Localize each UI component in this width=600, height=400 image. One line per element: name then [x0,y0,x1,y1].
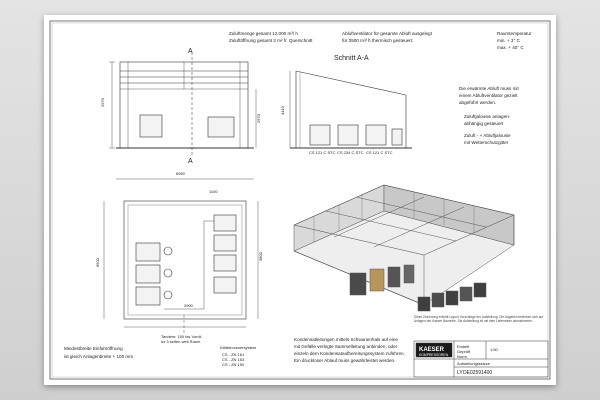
room-temp-min: min. + 3° C [497,38,520,43]
right-note-4: Zuluftjalousie anlagen- [464,114,511,119]
legend-item-3: CS - ZN 150 [222,362,245,367]
section-label-1: CS 121 C STC [309,150,336,155]
section-height-dim: 4410 [280,106,285,115]
tb-drawing-no: LYOE02591400 [457,370,493,376]
exhaust-note-2: für 3500 m³/ h thermisch gesteuert. [342,38,414,43]
drain-note-4: Ein druckloser Ablauf muss gewährleistet werden. [294,358,396,363]
right-note-6: Zuluft - + Abluftjalousie [464,133,511,138]
dim-1100: 1100 [209,189,218,194]
legend-item-1: CS - ZN 161 [222,352,245,357]
drain-note-3: einzeln dem Kondensataufbereitungssystem zuführen. [294,351,405,356]
tb-scale: 1:50 [490,347,498,352]
right-note-7: mit Wetterschutzgitter [464,140,509,145]
plan-height-dim: 6500 [95,258,100,267]
air-volume-note: Zuluftmenge gesamt 12.000 m³/ h [229,31,298,36]
room-temp-max: max. + 40° C [497,45,524,50]
section-marker-top: A [188,48,193,55]
section-title: Schnitt A-A [334,55,369,62]
elev-height-dim-right: 2970 [256,114,261,123]
dim-2900: 2900 [184,303,193,308]
right-note-5: abhängig gesteuert [464,121,504,126]
tb-row-1: Erstellt [457,344,470,349]
brand-name: KAESER [419,347,445,353]
lift-note-1: Tandem: 150 bis Vordt. [161,334,202,339]
exhaust-note-1: Abluftventilator für gesamte Abluft ausgelegt [342,31,432,36]
fine-print: Diese Zeichnung enthält Layout Vorschläge der Aufstellung. Die Angaben beziehen sich auf Anlagen der Kaeser Baureihe. Die Aufstellung ist mit dem Lieferanten abzustimmen. [414,315,544,323]
technical-drawing [44,15,556,385]
brand-sub: KOMPRESSOREN [419,353,449,357]
section-aa [290,71,412,148]
right-note-2: einem Abluftventilator gezielt [459,93,518,98]
plan-width-dim: 6950 [176,171,185,176]
tb-row-2: Geprüft [457,349,471,354]
drain-note-2: mit Gefälle verlegte Sammelleitung anbinden, oder [294,344,398,349]
room-temp-title: Raumtemperatur [497,31,532,36]
floor-plan [104,179,258,333]
dim-3800: 3800 [258,252,263,261]
tb-project: Aufstellungsskizze [457,361,490,366]
isometric-view [294,185,514,311]
section-label-2: CS 234 C STC [337,150,364,155]
legend-title: Kältetrocknersystem [220,345,257,350]
drawing-sheet [44,15,556,385]
section-label-3: CS 121 C STC [366,150,393,155]
lift-note-2: so 3 seiten weit Raum [161,339,201,344]
front-elevation [116,52,254,155]
elev-height-dim: 2970 [100,98,105,107]
air-opening-note: Zuluftöffnung gesamt 2 m² fr. Querschnitt [229,38,313,43]
min-width-note-1: Mindestbreite Einfahröffnung [64,346,123,351]
legend-item-2: CS - ZN 163 [222,357,245,362]
right-note-3: abgeführt werden. [459,100,497,105]
drain-note-1: Kondensatleitungen mittels Schwanenhals auf eine [294,337,398,342]
section-marker-bottom: A [188,158,193,165]
fine-print-box [414,315,544,339]
tb-row-3: Norm [457,354,467,359]
min-width-note-2: ist gleich Anlagenbreite + 100 mm [64,354,134,359]
right-note-1: Die erwärmte Abluft muss mit [459,86,519,91]
